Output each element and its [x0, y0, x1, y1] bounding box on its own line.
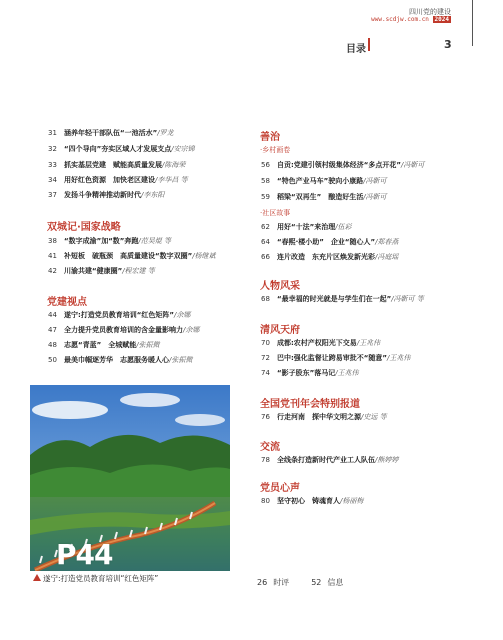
- section-heading-shuangcheng: 双城记·国家战略: [47, 222, 121, 233]
- section-heading-qingfeng: 清风天府: [260, 325, 300, 336]
- bottom-item1-page: 26: [257, 578, 268, 587]
- toc-label: 目录: [346, 44, 366, 55]
- toc-entry[interactable]: 41 补短板 破瓶颈 高质量建设“数字双圈”/杨继斌: [48, 252, 216, 260]
- toc-entry[interactable]: 56 自贡:党建引领村级集体经济“多点开花”/冯靳可: [261, 161, 425, 169]
- toc-entry[interactable]: 80 坚守初心 铸魂育人/杨丽梅: [261, 497, 364, 505]
- toc-entry[interactable]: 42 川渝共建“健康圈”/程宏建 等: [48, 267, 155, 275]
- toc-entry[interactable]: 74 “影子股东”落马记/王兆伟: [261, 369, 359, 377]
- bottom-items: [257, 577, 349, 588]
- toc-entry[interactable]: 33 抓实基层党建 赋能高质量发展/陈海荣: [48, 161, 186, 169]
- toc-entry[interactable]: 72 巴中:强化监督让跨易审批不“随意”/王兆伟: [261, 354, 411, 362]
- year-badge: 2024: [434, 16, 449, 23]
- section-heading-dangjian: 党建视点: [47, 297, 87, 308]
- bottom-item2-label[interactable]: 信息: [327, 578, 344, 587]
- section-heading-dangyuan: 党员心声: [260, 483, 300, 494]
- toc-entry[interactable]: 44 遂宁:打造党员教育培训“红色矩阵”/余娜: [48, 311, 191, 319]
- bottom-item2-page: 52: [311, 578, 322, 587]
- section-heading-shanzhi: 善治: [260, 132, 280, 143]
- magazine-name: 四川党的建设: [409, 8, 451, 16]
- toc-entry[interactable]: 76 行走河南 探中华文明之源/史远 等: [261, 413, 387, 421]
- page-number: 3: [444, 38, 452, 51]
- section-heading-quanguo: 全国党刊年会特别报道: [260, 399, 360, 410]
- toc-entry[interactable]: 37 发扬斗争精神推动新时代/李东阳: [48, 191, 165, 199]
- section-heading-jiaoliu: 交流: [260, 442, 280, 453]
- toc-entry[interactable]: 68 “最幸福的时光就是与学生们在一起”/冯靳可 等: [261, 295, 424, 303]
- photo-caption[interactable]: 遂宁:打造党员教育培训“红色矩阵”: [43, 574, 159, 583]
- toc-entry[interactable]: 62 用好“十法”来治理/伍彩: [261, 223, 352, 231]
- toc-entry[interactable]: 70 成都:农村产权阳光下交易/王兆伟: [261, 339, 381, 347]
- toc-entry[interactable]: 47 全力提升党员教育培训的含金量影响力/余娜: [48, 326, 200, 334]
- toc-label-bar: [368, 38, 370, 51]
- header-rule: [472, 0, 473, 46]
- toc-entry[interactable]: 78 全线条打造新时代产业工人队伍/熊婷婷: [261, 456, 399, 464]
- toc-entry[interactable]: 59 稻梁“双再生” 酿造好生活/冯靳可: [261, 193, 387, 201]
- toc-entry[interactable]: 64 “春熙·楼小助” 企业“随心人”/郑春燕: [261, 238, 399, 246]
- section-heading-renwu: 人物风采: [260, 281, 300, 292]
- subsection-xiangcun: ·乡村画卷: [260, 146, 291, 154]
- toc-entry[interactable]: 48 志愿“青蓝” 全城赋能/张振微: [48, 341, 160, 349]
- toc-entry[interactable]: 32 “四个导向”夯实区域人才发展支点/安宗锦: [48, 145, 195, 153]
- url-text: www.scdjw.com.cn: [371, 16, 429, 23]
- page-tag: P44: [56, 538, 113, 571]
- subsection-shequ: ·社区故事: [260, 209, 291, 217]
- bottom-item1-label[interactable]: 时评: [273, 578, 290, 587]
- triangle-icon: [33, 574, 41, 581]
- toc-entry[interactable]: 31 涵养年轻干部队伍“一池活水”/罗龙: [48, 129, 174, 137]
- toc-entry[interactable]: 66 连片改造 东充片区焕发新光彩/冯庭瑶: [261, 253, 399, 261]
- toc-entry[interactable]: 34 用好红色资源 加快老区建设/李华昌 等: [48, 176, 188, 184]
- toc-entry[interactable]: 38 “数字成渝”加“数”奔跑/范昊焜 等: [48, 237, 171, 245]
- toc-entry[interactable]: 50 最美巾帼逐芳华 志愿服务暖人心/张振微: [48, 356, 193, 364]
- toc-entry[interactable]: 58 “特色产业马车”驶向小康路/冯靳可: [261, 177, 387, 185]
- magazine-url: [371, 16, 451, 23]
